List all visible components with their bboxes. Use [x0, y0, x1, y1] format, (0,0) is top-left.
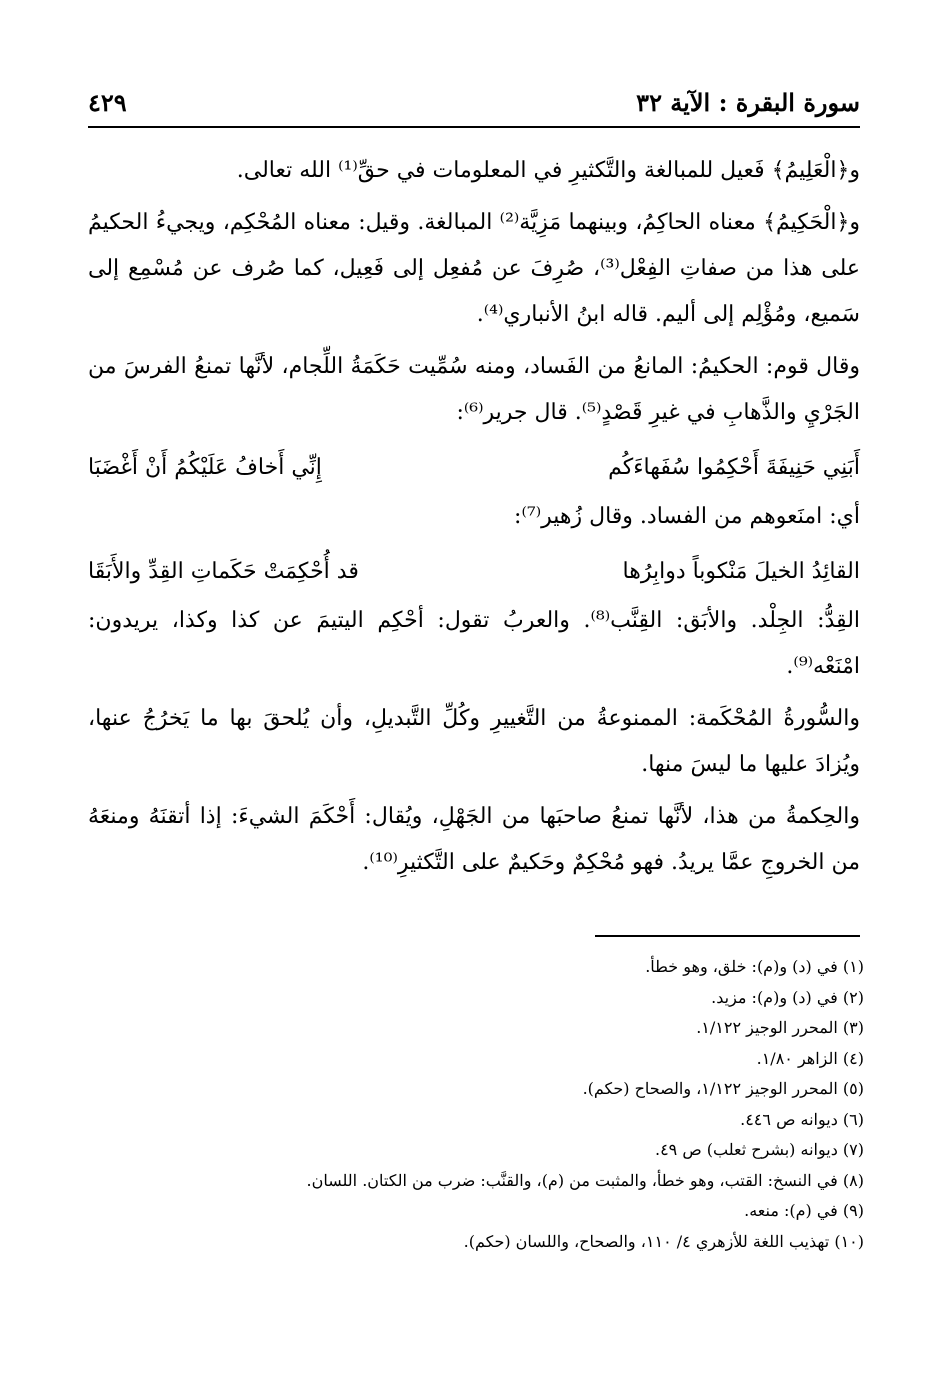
verse-first-hemistich: أَبَنِي حَنِيفَةَ أَحْكِمُوا سُفَهاءَكُم [608, 455, 860, 480]
verse-second-hemistich: قد أُحْكِمَتْ حَكَماتِ القِدِّ والأَبَقَا [88, 559, 359, 584]
page-number: ٤٢٩ [88, 88, 127, 117]
paragraph-hakim: و﴿الْحَكِيمُ﴾ معناه الحاكِمُ، وبينهما مَزِيَّة⁽²⁾ المبالغة. وقيل: معناه المُحْكِم، ويجيءُ الحكيمُ على هذا من صفاتِ الفِعْل⁽³⁾، صُرِفَ عن مُفعِل إلى فَعِيل، كما صُرف عن مُسْمِع إلى سَميع، ومُؤْلِم إلى أليم. قاله ابنُ الأنباري⁽⁴⁾. [88, 210, 861, 327]
footnote: (٣) المحرر الوجيز ١/١٢٢. [696, 1018, 864, 1037]
footnote: (٢) في (د) و(م): مزيد. [711, 987, 864, 1007]
paragraph-alim: و﴿الْعَلِيمُ﴾ فَعيل للمبالغة والتَّكثيرِ في المعلومات في حقِّ⁽¹⁾ الله تعالى. [236, 158, 860, 183]
paragraph-surah-muhkamah: والسُّورةُ المُحْكَمة: الممنوعةُ من التَّغييرِ وكُلِّ التَّبديلِ، وأن يُلحقَ بها ما يَخرُجُ عنها، ويُزادَ عليها ما ليسَ منها. [88, 706, 860, 777]
footnote: (٩) في (م): منعه. [744, 1201, 864, 1220]
footnote: (٥) المحرر الوجيز ١/١٢٢، والصحاح (حكم). [582, 1079, 864, 1098]
footnote: (١٠) تهذيب اللغة للأزهري ٤/ ١١٠، والصحاح، واللسان (حكم). [463, 1231, 864, 1251]
footnote: (٦) ديوانه ص ٤٤٦. [740, 1109, 864, 1129]
footnote: (٤) الزاهر ١/٨٠. [756, 1048, 864, 1068]
verse-zuhayr [88, 546, 860, 598]
page-header [88, 80, 860, 128]
main-text [88, 148, 860, 892]
paragraph-hikmah: والحِكمةُ من هذا، لأنَّها تمنعُ صاحبَها من الجَهْلِ، ويُقال: أَحْكَمَ الشيءَ: إذا أتقنَهُ ومنعَهُ من الخروجِ عمَّا يريدُ. فهو مُحْكِمٌ وحَكيمٌ على التَّكثيرِ⁽¹⁰⁾. [88, 804, 860, 875]
running-title: سورة البقرة : الآية ٣٢ [636, 88, 860, 117]
verse-first-hemistich: القائِدُ الخيلَ مَنْكوباً دوابِرُها [622, 559, 860, 584]
footnote: (٧) ديوانه (بشرح ثعلب) ص ٤٩. [654, 1140, 864, 1159]
footnote: (١) في (د) و(م): خلق، وهو خطأ. [645, 957, 864, 976]
footnotes [88, 952, 864, 1257]
paragraph-hakim-mani: وقال قوم: الحكيمُ: المانعُ من الفَساد، ومنه سُمِّيت حَكَمَةُ اللِّجام، لأنَّها تمنعُ الفرسَ من الجَرْيِ والذَّهابِ في غيرِ قَصْدٍ⁽⁵⁾. قال جرير⁽⁶⁾: [88, 354, 860, 425]
paragraph-verse-explanation: أي: امنَعوهم من الفساد. وقال زُهير⁽⁷⁾: [514, 504, 860, 529]
verse-second-hemistich: إِنِّي أَخافُ عَلَيْكُمُ أَنْ أَغْضَبَا [88, 455, 322, 480]
verse-jarir [88, 442, 860, 494]
footnote-separator [595, 935, 860, 937]
footnote: (٨) في النسخ: القتب، وهو خطأ، والمثبت من (م)، والقنَّب: ضرب من الكتان. اللسان. [306, 1170, 864, 1190]
paragraph-qidd: القِدُّ: الجِلْد. والأبَق: القِنَّب⁽⁸⁾. والعربُ تقول: أحْكِم اليتيمَ عن كذا وكذا، يريدون: امْنَعْه⁽⁹⁾. [88, 608, 861, 679]
